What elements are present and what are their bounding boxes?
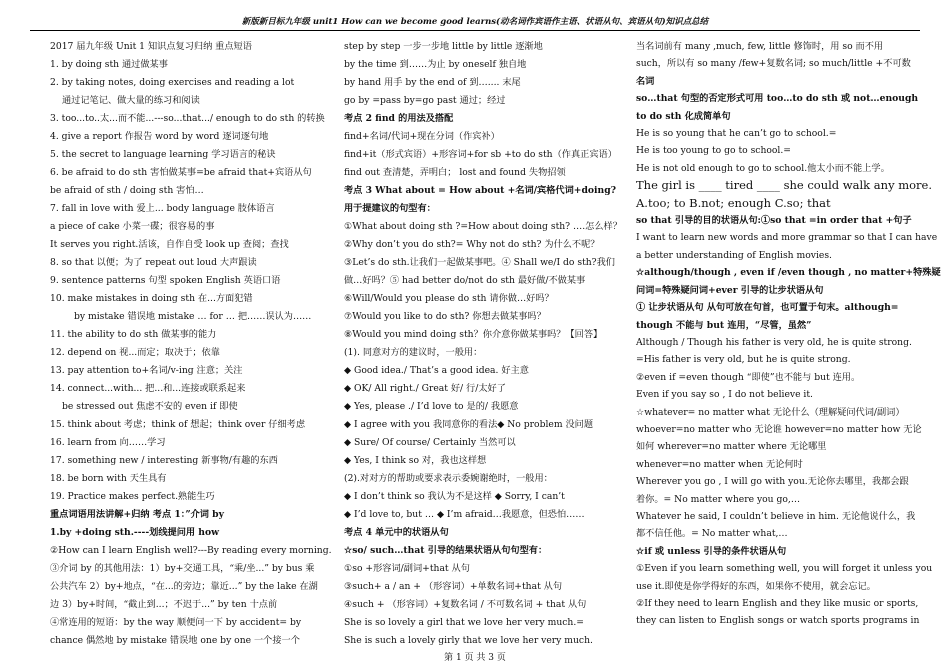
text-line: 考点 4 单元中的状语从句 — [344, 527, 449, 538]
text-line: It serves you right.活该，自作自受 look up 查阅；查找 — [50, 239, 289, 250]
text-line: ◆ OK/ All right./ Great 好/ 行/太好了 — [344, 383, 506, 394]
text-line: She is so lovely a girl that we love her very much.= — [344, 617, 584, 628]
text-line: 18. be born with 天生具有 — [50, 473, 167, 484]
text-line: by mistake 错误地 mistake … for … 把……误认为…… — [74, 311, 312, 322]
text-line: 通过记笔记、做大量的练习和阅读 — [62, 95, 200, 106]
text-line: ③介词 by 的其他用法：1）by+交通工具，“乘/坐...” by bus 乘 — [50, 563, 315, 574]
text-line: 10. make mistakes in doing sth 在...方面犯错 — [50, 293, 253, 304]
text-line: chance 偶然地 by mistake 错误地 one by one 一个接一个 — [50, 635, 300, 646]
text-line: 1.by +doing sth.----划线提问用 how — [50, 527, 219, 538]
text-line: ②How can I learn English well?---By reading every morning. — [50, 545, 332, 556]
text-line: 当名词前有 many ,much, few, little 修饰时，用 so 而不用 — [636, 41, 884, 52]
text-line: ☆if 或 unless 引导的条件状语从句 — [636, 545, 787, 557]
text-line: 1. by doing sth 通过做某事 — [50, 59, 168, 70]
text-line: 6. be afraid to do sth 害怕做某事=be afraid that+宾语从句 — [50, 167, 312, 178]
text-line: find+it（形式宾语）+形容词+for sb +to do sth（作真正宾语） — [344, 149, 617, 160]
text-line: ◆ Sure/ Of course/ Certainly 当然可以 — [344, 437, 516, 448]
text-line: 17. something new / interesting 新事物/有趣的东西 — [50, 455, 278, 466]
text-line: 都不信任他。= No matter what,… — [636, 528, 788, 540]
text-line: a piece of cake 小菜一碟；很容易的事 — [50, 221, 215, 232]
text-line: 2017 届九年级 Unit 1 知识点复习归纳 重点短语 — [50, 41, 252, 52]
text-line: The girl is ____ tired ____ she could walk any more. — [636, 178, 933, 193]
column-2 — [344, 38, 624, 650]
text-line: 考点 3 What about = How about +名词/宾格代词+doing? — [344, 185, 617, 196]
text-line: use it.即使是你学得好的东西，如果你不使用，就会忘记。 — [636, 580, 876, 592]
text-line: She is such a lovely girly that we love her very much. — [344, 635, 593, 646]
text-line: (2).对对方的帮助或要求表示委婉谢绝时，一般用： — [344, 473, 553, 484]
text-line: go by =pass by=go past 通过；经过 — [344, 95, 506, 106]
text-line: though 不能与 but 连用，“尽管，虽然” — [636, 319, 812, 331]
text-line: 7. fall in love with 爱上... body language 肢体语言 — [50, 203, 275, 214]
text-line: ☆although/though , even if /even though , no matter+特殊疑 — [636, 267, 941, 279]
text-line: Wherever you go , I will go with you.无论你去哪里，我都会跟 — [636, 476, 909, 488]
text-line: ◆ Yes, I think so 对，我也这样想 — [344, 455, 487, 466]
text-line: 考点 2 find 的用法及搭配 — [344, 113, 454, 124]
text-line: ②If they need to learn English and they like music or sports, — [636, 598, 919, 609]
text-line: ◆ I agree with you 我同意你的看法◆ No problem 没问题 — [344, 419, 594, 430]
text-line: (1). 同意对方的建议时，一般用： — [344, 347, 483, 358]
text-line: 9. sentence patterns 句型 spoken English 英语口语 — [50, 275, 281, 286]
text-line: be afraid of sth / doing sth 害怕… — [50, 185, 204, 196]
text-line: whoever=no matter who 无论谁 however=no matter how 无论 — [636, 423, 922, 435]
text-line: 19. Practice makes perfect.熟能生巧 — [50, 491, 215, 502]
text-line: ③Let’s do sth.让我们一起做某事吧。④ Shall we/I do sth?我们 — [344, 257, 615, 268]
text-line: 3. too...to..太...而不能...---so...that.../ enough to do sth 的转换 — [50, 113, 325, 124]
text-line: 16. learn from 向……学习 — [50, 437, 166, 448]
text-line: ①What about doing sth ?=How about doing sth? ….怎么样？ — [344, 221, 622, 232]
page-footer: 第 1 页 共 3 页 — [444, 653, 506, 663]
text-line: to do sth 化成简单句 — [636, 110, 731, 122]
text-line: 名词 — [636, 75, 655, 87]
column-1 — [50, 38, 335, 650]
text-line: ②Why don’t you do sth?= Why not do sth? 为什么不呢？ — [344, 239, 600, 250]
text-line: a better understanding of English movies. — [636, 249, 832, 261]
text-line: 8. so that 以便；为了 repeat out loud 大声跟读 — [50, 257, 257, 268]
text-line: ☆whatever= no matter what 无论什么（理解疑问代词/副词） — [636, 406, 905, 418]
text-line: He is so young that he can’t go to school.= — [636, 128, 837, 140]
text-line: Whatever he said, I couldn’t believe in him. 无论他说什么，我 — [636, 510, 916, 522]
text-line: ③such+ a / an + （形容词）+单数名词+that 从句 — [344, 581, 563, 592]
text-line: 重点词语用法讲解+归纳 考点 1：”介词 by — [50, 509, 224, 520]
text-line: =His father is very old, but he is quite strong. — [636, 354, 851, 366]
text-line: by the time 到……为止 by oneself 独自地 — [344, 59, 527, 70]
text-line: 用于提建议的句型有： — [344, 203, 436, 214]
text-line: Even if you say so , I do not believe it. — [636, 389, 813, 401]
text-line: so that 引导的目的状语从句:①so that =in order that +句子 — [636, 215, 912, 227]
page-header: 新版新目标九年级 unit1 How can we become good learns(动名词作宾语作主语、状语从句、宾语从句)知识点总结 — [30, 14, 920, 31]
text-line: 2. by taking notes, doing exercises and reading a lot — [50, 77, 295, 88]
text-line: ◆ I’d love to, but … ◆ I’m afraid…我愿意，但恐怕…… — [344, 509, 585, 520]
text-line: He is too young to go to school.= — [636, 145, 791, 157]
text-line: ☆so/ such…that 引导的结果状语从句句型有： — [344, 545, 548, 556]
text-line: ◆ Yes, please ./ I’d love to 是的/ 我愿意 — [344, 401, 519, 412]
text-line: ◆ I don’t think so 我认为不是这样 ◆ Sorry, I can’t — [344, 491, 565, 502]
text-line: so…that 句型的否定形式可用 too…to do sth 或 not…enough — [636, 93, 919, 105]
text-line: ⑦Would you like to do sth? 你想去做某事吗？ — [344, 311, 546, 322]
text-line: 如何 wherever=no matter where 无论哪里 — [636, 441, 827, 453]
text-line: they can listen to English songs or watch sports programs in — [636, 615, 920, 627]
text-line: step by step 一步一步地 little by little 逐渐地 — [344, 41, 543, 52]
text-line: 14. connect...with... 把...和...连接或联系起来 — [50, 383, 246, 394]
text-line: ① 让步状语从句 从句可放在句首，也可置于句末。although= — [636, 302, 899, 314]
text-line: be stressed out 焦虑不安的 even if 即使 — [62, 401, 238, 412]
text-line: Although / Though his father is very old, he is quite strong. — [636, 336, 912, 348]
text-line: 边 3）by+时间，“截止到...；不迟于...” by ten 十点前 — [50, 599, 278, 610]
text-line: such，所以有 so many /few+复数名词; so much/little +不可数 — [636, 58, 911, 70]
text-line: ④常连用的短语：by the way 顺便问一下 by accident= by — [50, 617, 302, 628]
text-line: 公共汽车 2）by+地点，“在...的旁边；靠近...” by the lake 在湖 — [50, 581, 318, 592]
text-line: 着你。= No matter where you go,… — [636, 493, 801, 505]
text-line: 做…好吗？⑤ had better do/not do sth 最好做/不做某事 — [344, 275, 586, 286]
text-line: ①so +形容词/副词+that 从句 — [344, 563, 470, 574]
text-line: 5. the secret to language learning 学习语言的秘诀 — [50, 149, 276, 160]
text-line: ⑧Would you mind doing sth？你介意你做某事吗？【回答】 — [344, 329, 603, 340]
text-line: find+名词/代词+现在分词（作宾补） — [344, 131, 500, 142]
text-line: ⑥Will/Would you please do sth 请你做…好吗？ — [344, 293, 554, 304]
text-line: I want to learn new words and more grammar so that I can have — [636, 232, 938, 244]
text-line: 4. give a report 作报告 word by word 逐词逐句地 — [50, 131, 269, 142]
text-line: 15. think about 考虑；think of 想起；think over 仔细考虑 — [50, 419, 306, 430]
text-line: ④such + （形容词）+复数名词 / 不可数名词 + that 从句 — [344, 599, 587, 610]
text-line: ①Even if you learn something well, you will forget it unless you — [636, 563, 933, 575]
text-line: He is not old enough to go to school.他太小而不能上学。 — [636, 162, 890, 174]
text-line: 问词=特殊疑问词+ever 引导的让步状语从句 — [636, 284, 824, 296]
text-line: 13. pay attention to+名词/v-ing 注意；关注 — [50, 365, 243, 376]
text-line: A.too; to B.not; enough C.so; that — [636, 195, 831, 210]
column-3 — [636, 38, 941, 630]
text-line: ②even if =even though “即使”也不能与 but 连用。 — [636, 371, 861, 383]
text-line: by hand 用手 by the end of 到….... 末尾 — [344, 77, 521, 88]
text-line: ◆ Good idea./ That’s a good idea. 好主意 — [344, 365, 529, 376]
text-line: 12. depend on 视...而定；取决于；依靠 — [50, 347, 220, 358]
text-line: find out 查清楚，弄明白； lost and found 失物招领 — [344, 167, 566, 178]
text-line: whenever=no matter when 无论何时 — [636, 458, 803, 470]
text-line: 11. the ability to do sth 做某事的能力 — [50, 329, 217, 340]
